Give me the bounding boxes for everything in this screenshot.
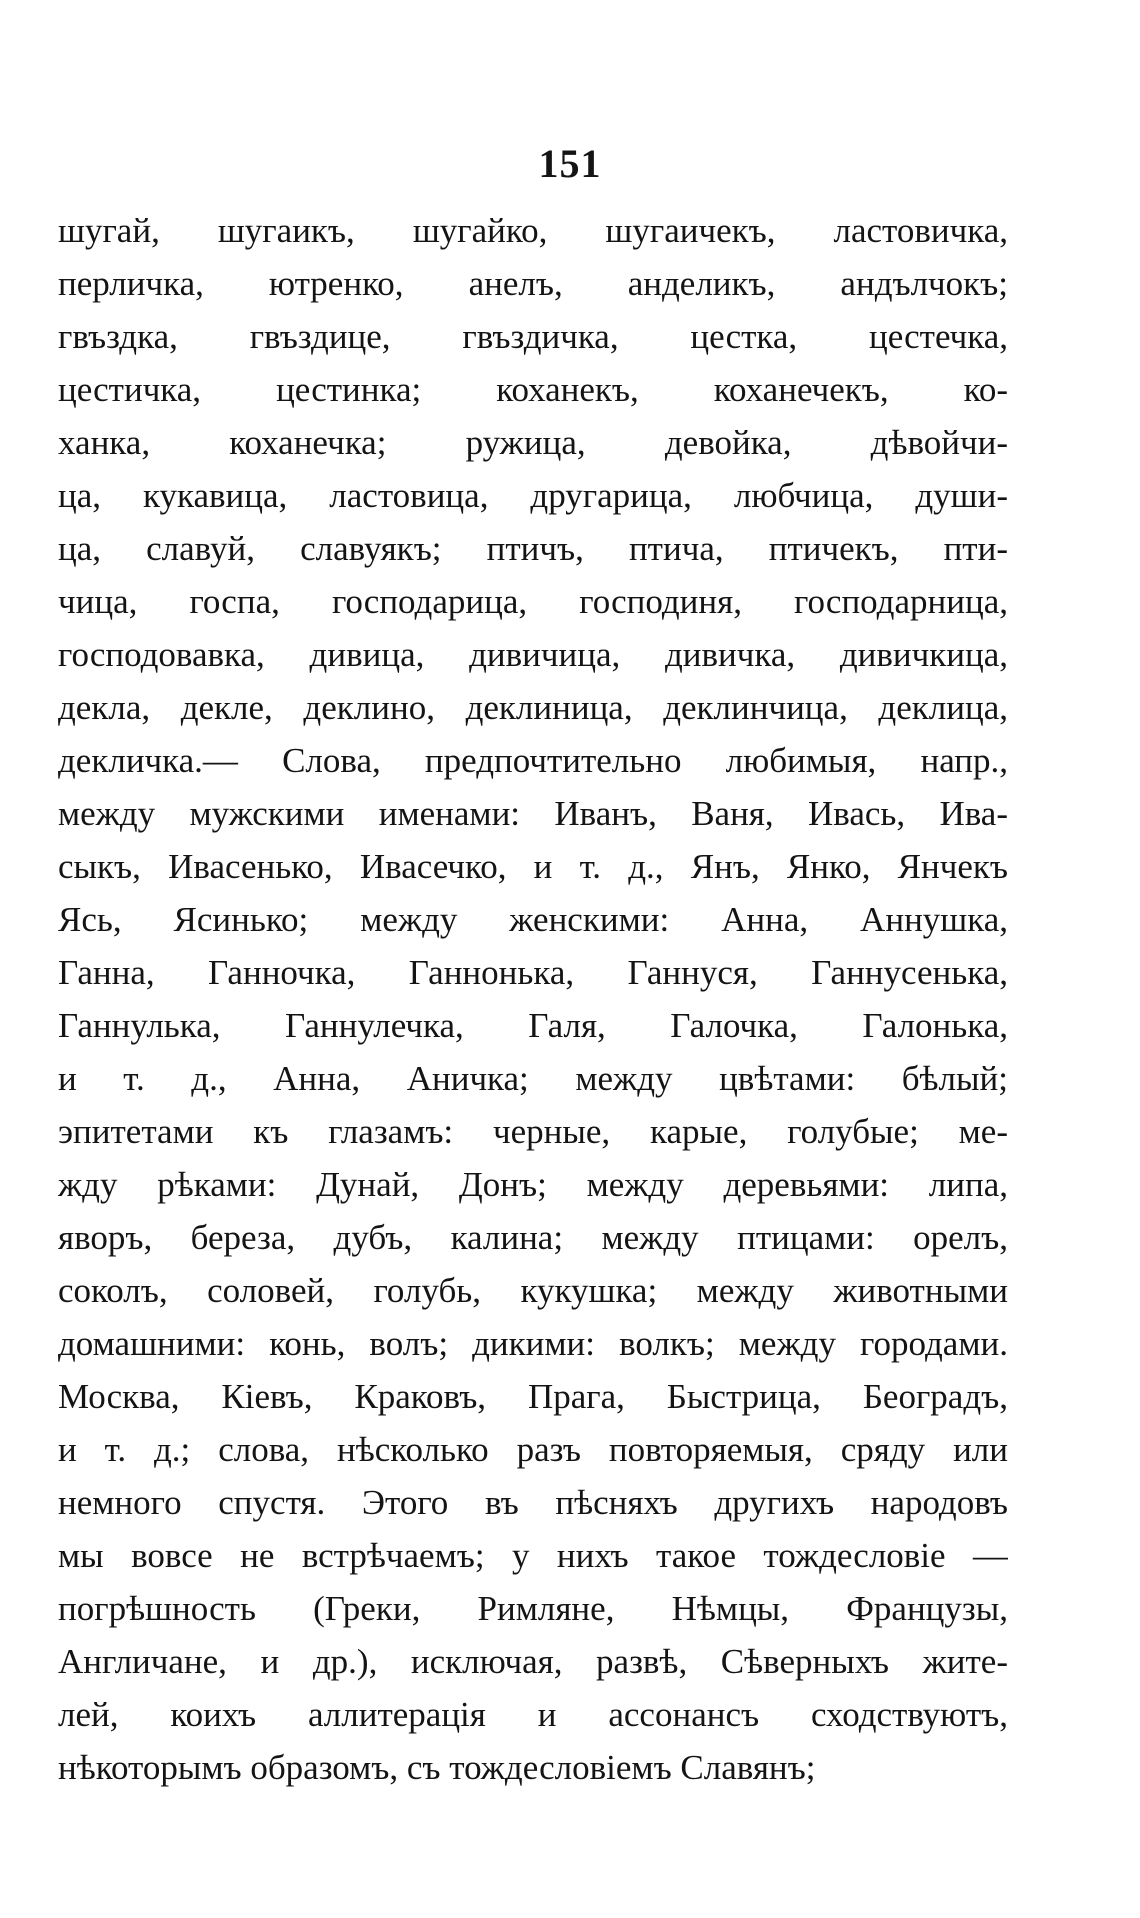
italic-text: сыкъ, Ивасенько, Ивасечко, bbox=[58, 847, 507, 886]
text-line bbox=[58, 1370, 1008, 1423]
italic-text: перличка, ютренко, анелъ, анделикъ, андълчокъ; bbox=[58, 264, 1008, 303]
text-line bbox=[58, 1741, 1008, 1794]
roman-text: и т. д., bbox=[506, 847, 691, 886]
roman-text: дикими: bbox=[448, 1324, 620, 1363]
roman-text: между деревьями: bbox=[546, 1165, 929, 1204]
roman-text: лей, коихъ bbox=[58, 1695, 308, 1734]
italic-text: Иванъ, Ваня, Ивась, Ива- bbox=[554, 794, 1008, 833]
text-line bbox=[58, 575, 1008, 628]
roman-text: и т. д., bbox=[58, 1059, 274, 1098]
text-line bbox=[58, 310, 1008, 363]
roman-text: Англичане, и др.), исключая, развѣ, Сѣверныхъ жите- bbox=[58, 1642, 1008, 1681]
roman-text: — Слова, bbox=[202, 741, 425, 780]
italic-text: Ганна, Ганночка, Ганнонька, Ганнуся, Ганнусенька, bbox=[58, 953, 1008, 992]
text-line bbox=[58, 1211, 1008, 1264]
text-line bbox=[58, 1105, 1008, 1158]
page-number: 151 bbox=[538, 141, 602, 186]
italic-text: декличка. bbox=[58, 741, 203, 780]
text-line bbox=[58, 1476, 1008, 1529]
italic-text: Анна, Аничка; bbox=[273, 1059, 529, 1098]
italic-text: конь, волъ; bbox=[269, 1324, 449, 1363]
text-line bbox=[58, 999, 1008, 1052]
text-line bbox=[58, 522, 1008, 575]
text-line bbox=[58, 787, 1008, 840]
roman-text: домашними: bbox=[58, 1324, 270, 1363]
body-text bbox=[58, 204, 1008, 1794]
italic-text: предпочтительно любимыя bbox=[424, 741, 868, 780]
italic-text: чица, госпа, господарица, господиня, господарница, bbox=[58, 582, 1008, 621]
text-line bbox=[58, 946, 1008, 999]
italic-text: бѣлый; bbox=[901, 1059, 1008, 1098]
roman-text: сходствуютъ, bbox=[759, 1695, 1008, 1734]
text-line bbox=[58, 1529, 1008, 1582]
roman-text: немного спустя. Этого въ пѣсняхъ другихъ народовъ bbox=[58, 1483, 1008, 1522]
text-line bbox=[58, 257, 1008, 310]
roman-text: между животными bbox=[657, 1271, 1008, 1310]
italic-text: ца, кукавица, ластовица, другарица, любчица, души- bbox=[58, 476, 1008, 515]
text-line bbox=[58, 734, 1008, 787]
text-line bbox=[58, 1052, 1008, 1105]
text-line bbox=[58, 416, 1008, 469]
italic-text: повторяемыя bbox=[608, 1430, 805, 1469]
roman-text: мы вовсе не встрѣчаемъ; у нихъ такое тождесловіе — bbox=[58, 1536, 1008, 1575]
italic-text: соколъ, соловей, голубь, кукушка; bbox=[58, 1271, 658, 1310]
italic-text: Ганнулька, Ганнулечка, Галя, Галочка, Галонька, bbox=[58, 1006, 1008, 1045]
italic-text: липа, bbox=[928, 1165, 1008, 1204]
italic-text: яворъ, береза, дубъ, калина; bbox=[58, 1218, 564, 1257]
italic-text: Янъ, Янко, Янчекъ bbox=[690, 847, 1008, 886]
italic-text: волкъ; bbox=[619, 1324, 715, 1363]
italic-text: Москва, Кіевъ, Краковъ, Прага, Быстрица, Београдъ, bbox=[58, 1377, 1008, 1416]
text-line bbox=[58, 1264, 1008, 1317]
italic-text: декла, декле, деклино, деклиница, деклинчица, деклица, bbox=[58, 688, 1008, 727]
italic-text: гвъздка, гвъздице, гвъздичка, цестка, цестечка, bbox=[58, 317, 1008, 356]
roman-text: между женскими: bbox=[308, 900, 722, 939]
roman-text: жду рѣками: bbox=[58, 1165, 317, 1204]
italic-text: господовавка, дивица, дивичица, дивичка, дивичкица, bbox=[58, 635, 1008, 674]
italic-text: Ясь, Ясинько; bbox=[58, 900, 309, 939]
text-line bbox=[58, 363, 1008, 416]
italic-text: ханка, коханечка; ружица, девойка, дѣвойчи- bbox=[58, 423, 1008, 462]
italic-text: ца, славуй, славуякъ; птичъ, птича, птичекъ, пти- bbox=[58, 529, 1008, 568]
roman-text: , сряду или bbox=[804, 1430, 1008, 1469]
roman-text: ме- bbox=[918, 1112, 1008, 1151]
text-line bbox=[58, 469, 1008, 522]
text-line bbox=[58, 893, 1008, 946]
roman-text: и т. д.; слова, нѣсколько разъ bbox=[58, 1430, 609, 1469]
text-line bbox=[58, 1317, 1008, 1370]
italic-text: орелъ, bbox=[913, 1218, 1008, 1257]
roman-text: , напр., bbox=[867, 741, 1008, 780]
roman-text: между мужскими именами: bbox=[58, 794, 555, 833]
italic-text: черные, карые, голубые; bbox=[493, 1112, 919, 1151]
text-line bbox=[58, 628, 1008, 681]
roman-text: эпитетами къ глазамъ: bbox=[58, 1112, 494, 1151]
roman-text: и bbox=[485, 1695, 609, 1734]
italic-text: аллитерація bbox=[307, 1695, 486, 1734]
text-line bbox=[58, 840, 1008, 893]
italic-text: Дунай, Донъ; bbox=[316, 1165, 547, 1204]
text-line bbox=[58, 681, 1008, 734]
text-line bbox=[58, 204, 1008, 257]
roman-text: нѣкоторымъ образомъ, съ тождесловіемъ Славянъ; bbox=[58, 1748, 816, 1787]
roman-text: погрѣшность (Греки, Римляне, Нѣмцы, Французы, bbox=[58, 1589, 1008, 1628]
roman-text: между городами. bbox=[714, 1324, 1008, 1363]
text-line bbox=[58, 1158, 1008, 1211]
italic-text: шугай, шугаикъ, шугайко, шугаичекъ, ластовичка, bbox=[58, 211, 1008, 250]
roman-text: между птицами: bbox=[563, 1218, 914, 1257]
text-line bbox=[58, 1635, 1008, 1688]
italic-text: Анна, Аннушка, bbox=[721, 900, 1008, 939]
italic-text: ассонансъ bbox=[608, 1695, 760, 1734]
text-line bbox=[58, 1688, 1008, 1741]
text-line bbox=[58, 1423, 1008, 1476]
text-line bbox=[58, 1582, 1008, 1635]
roman-text: между цвѣтами: bbox=[528, 1059, 902, 1098]
italic-text: цестичка, цестинка; коханекъ, коханечекъ, ко- bbox=[58, 370, 1008, 409]
